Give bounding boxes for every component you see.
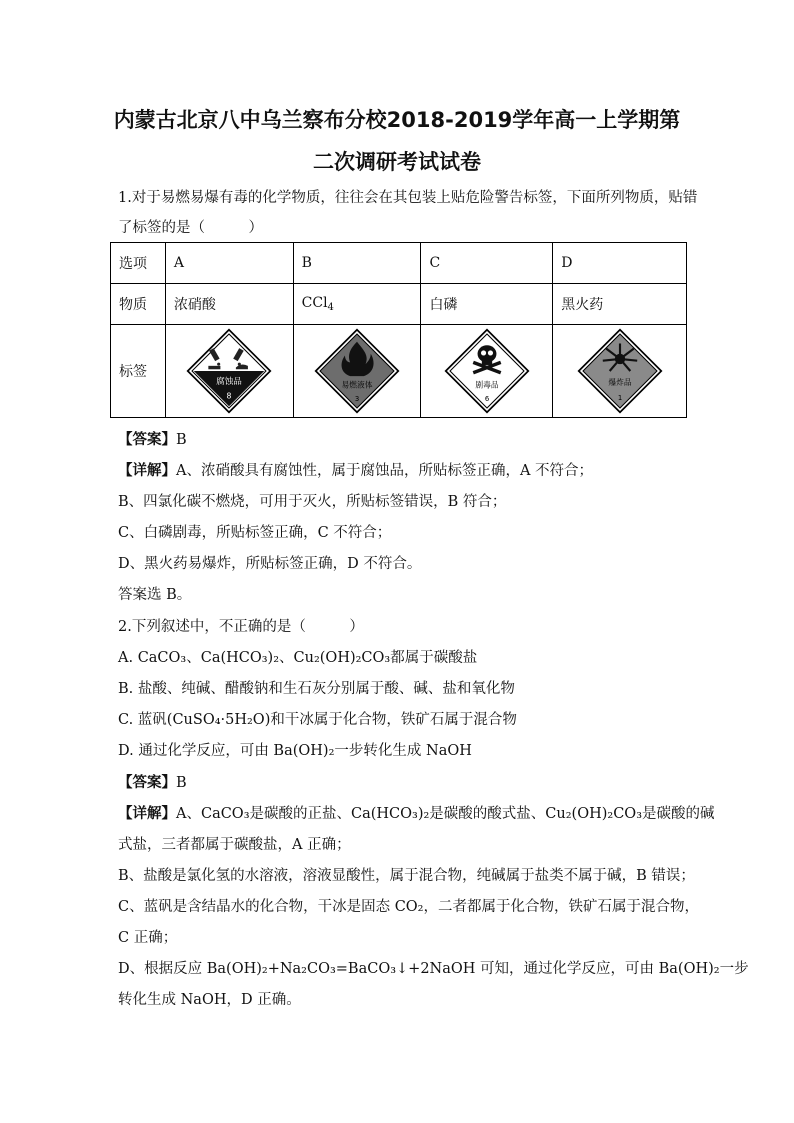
sign-b-number: 3: [354, 395, 360, 404]
row-header-option: 选项: [111, 243, 166, 284]
q2-detail-line-6: D、根据反应 Ba(OH)₂+Na₂CO₃=BaCO₃↓+2NaOH 可知，通过化学反应，可由 Ba(OH)₂一步: [118, 961, 749, 977]
substance-a-cell: 浓硝酸: [165, 284, 293, 325]
q1-conclusion: 答案选 B。: [118, 587, 192, 603]
q1-answer-value: B: [176, 432, 187, 448]
corrosive-icon: [186, 328, 272, 414]
sign-b-text: 易燃液体: [341, 380, 373, 390]
q1-answer: [118, 428, 187, 449]
q2-detail-line-5: C 正确；: [118, 930, 178, 946]
q2-option-b: B. 盐酸、纯碱、醋酸钠和生石灰分别属于酸、碱、盐和氧化物: [118, 681, 515, 697]
q2-detail-line-3: B、盐酸是氯化氢的水溶液，溶液显酸性，属于混合物，纯碱属于盐类不属于碱，B 错误；: [118, 868, 695, 884]
q2-option-d: D. 通过化学反应，可由 Ba(OH)₂一步转化生成 NaOH: [118, 743, 472, 759]
q2-detail-line-2: 式盐，三者都属于碳酸盐，A 正确；: [118, 837, 351, 853]
sign-c-number: 6: [484, 395, 490, 404]
q2-detail-line-1: [118, 802, 715, 823]
sign-c-text: 剧毒品: [475, 380, 499, 390]
q2-detail-label: 【详解】: [118, 805, 176, 822]
sign-a-text: 腐蚀品: [216, 376, 243, 387]
q1-detail-line-2: B、四氯化碳不燃烧，可用于灭火，所贴标签错误，B 符合；: [118, 494, 507, 510]
row-header-label: 标签: [111, 325, 166, 418]
q2-answer: [118, 771, 187, 792]
substance-b-formula: CCl: [301, 295, 328, 311]
row-header-substance: 物质: [111, 284, 166, 325]
sign-a-number: 8: [226, 391, 232, 401]
sign-d-number: 1: [617, 394, 622, 403]
option-d-cell: D: [553, 243, 687, 284]
sign-b-cell: [293, 325, 421, 418]
q2-detail-text-1: A、CaCO₃是碳酸的正盐、Ca(HCO₃)₂是碳酸的酸式盐、Cu₂(OH)₂CO₃是碳酸的碱: [176, 806, 715, 822]
substance-c-cell: 白磷: [421, 284, 553, 325]
q2-stem: 2.下列叙述中，不正确的是（ ）: [118, 619, 364, 635]
option-b-cell: B: [293, 243, 421, 284]
explosive-icon: [577, 328, 663, 414]
q1-detail-label: 【详解】: [118, 462, 176, 479]
q2-answer-value: B: [176, 775, 187, 791]
q2-option-c: C. 蓝矾(CuSO₄·5H₂O)和干冰属于化合物，铁矿石属于混合物: [118, 712, 517, 728]
toxic-icon: [444, 328, 530, 414]
substance-b-cell: [293, 284, 421, 325]
option-c-cell: C: [421, 243, 553, 284]
document-title-line-1: 内蒙古北京八中乌兰察布分校2018-2019学年高一上学期第: [113, 108, 681, 132]
hazard-label-table: [110, 242, 687, 418]
sign-d-cell: [553, 325, 687, 418]
option-a-cell: A: [165, 243, 293, 284]
flammable-liquid-icon: [314, 328, 400, 414]
q2-answer-label: 【答案】: [118, 774, 176, 791]
q1-detail-text-1: A、浓硝酸具有腐蚀性，属于腐蚀品，所贴标签正确，A 不符合；: [176, 463, 594, 479]
table-row: [111, 325, 687, 418]
q1-detail-line-3: C、白磷剧毒，所贴标签正确，C 不符合；: [118, 525, 392, 541]
q1-stem-line-1: 1.对于易燃易爆有毒的化学物质，往往会在其包装上贴危险警告标签，下面所列物质，贴错: [118, 190, 698, 206]
substance-b-subscript: 4: [327, 302, 334, 313]
table-row: [111, 284, 687, 325]
document-title-line-2: 二次调研考试试卷: [313, 150, 481, 174]
q1-detail-line-1: [118, 459, 593, 480]
sign-a-cell: [165, 325, 293, 418]
substance-d-cell: 黑火药: [553, 284, 687, 325]
sign-c-cell: [421, 325, 553, 418]
q1-stem-line-2: 了标签的是（ ）: [118, 220, 263, 236]
sign-d-text: 爆炸品: [608, 377, 632, 387]
q2-detail-line-4: C、蓝矾是含结晶水的化合物，干冰是固态 CO₂，二者都属于化合物，铁矿石属于混合物，: [118, 899, 699, 915]
q1-answer-label: 【答案】: [118, 431, 176, 448]
table-row: [111, 243, 687, 284]
q2-detail-line-7: 转化生成 NaOH，D 正确。: [118, 992, 301, 1008]
q2-option-a: A. CaCO₃、Ca(HCO₃)₂、Cu₂(OH)₂CO₃都属于碳酸盐: [118, 650, 478, 666]
q1-detail-line-4: D、黑火药易爆炸，所贴标签正确，D 不符合。: [118, 556, 422, 572]
